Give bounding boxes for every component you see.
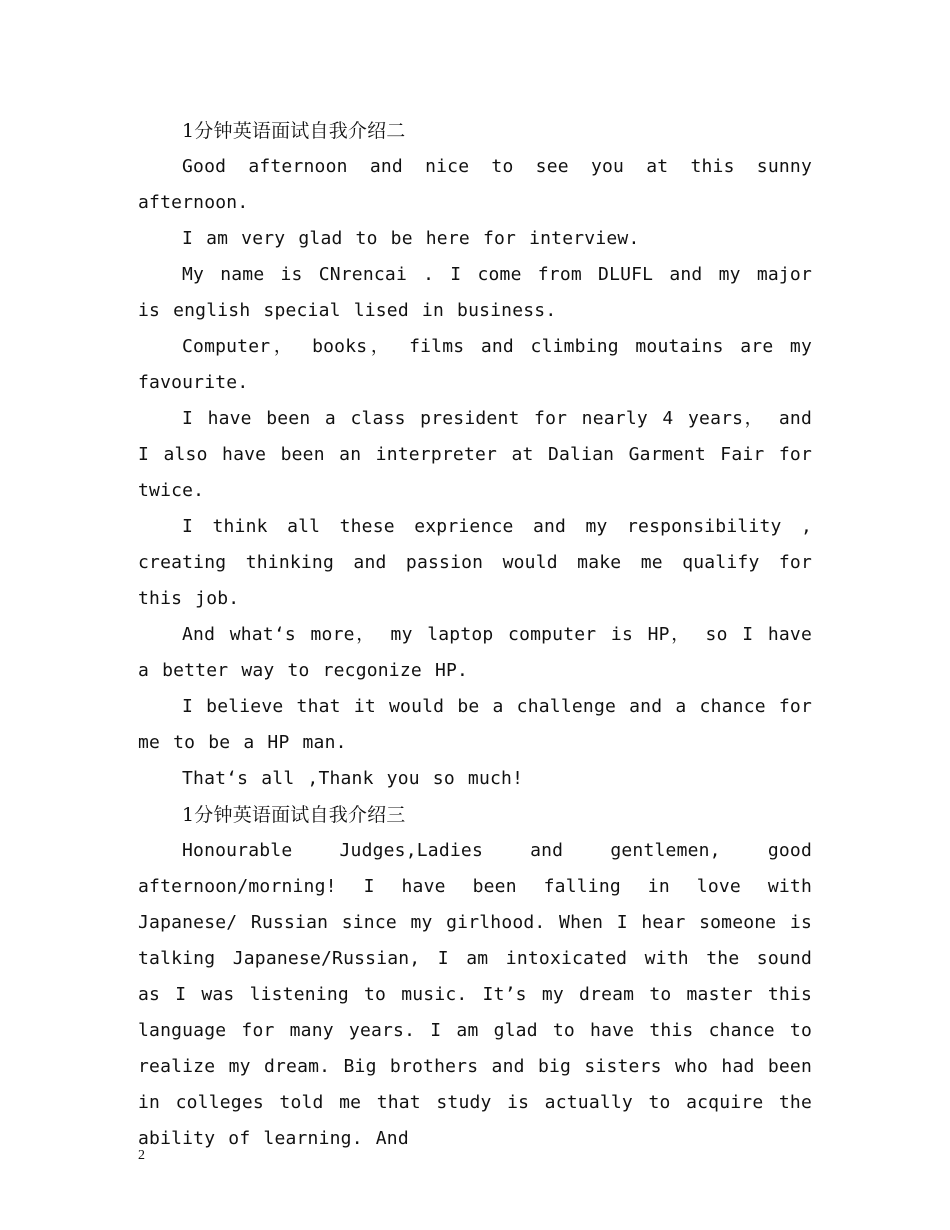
paragraph: Computer， books， films and climbing moutains are my favourite. bbox=[138, 336, 812, 393]
paragraph: I think all these exprience and my responsibility , creating thinking and passion would make me qualify for this job. bbox=[138, 516, 812, 609]
paragraph: I have been a class president for nearly 4 years， and I also have been an interpreter at Dalian Garment Fair for twice. bbox=[138, 408, 812, 501]
paragraph: My name is CNrencai . I come from DLUFL and my major is english special lised in business. bbox=[138, 264, 812, 321]
page-number: 2 bbox=[138, 1148, 145, 1163]
section-heading-three: 1分钟英语面试自我介绍三 bbox=[182, 804, 406, 826]
paragraph: Honourable Judges,Ladies and gentlemen, good afternoon/morning! I have been falling in love with Japanese/ Russian since my girlhood. When I hear someone is talking Japanese/Russian, I am intoxicated with the sound as I was listening to music. It’s my dream to master this language for many years. I am glad to have this chance to realize my dream. Big brothers and big sisters who had been in colleges told me that study is actually to acquire the ability of learning. And bbox=[138, 840, 812, 1149]
paragraph: Good afternoon and nice to see you at this sunny afternoon. bbox=[138, 156, 812, 213]
paragraph: And what‘s more， my laptop computer is HP， so I have a better way to recgonize HP. bbox=[138, 624, 812, 681]
section-heading-two: 1分钟英语面试自我介绍二 bbox=[182, 120, 406, 142]
paragraph: I am very glad to be here for interview. bbox=[182, 228, 640, 249]
paragraph: That‘s all ,Thank you so much! bbox=[182, 768, 524, 789]
paragraph: I believe that it would be a challenge and a chance for me to be a HP man. bbox=[138, 696, 812, 753]
document-body bbox=[138, 113, 812, 1157]
